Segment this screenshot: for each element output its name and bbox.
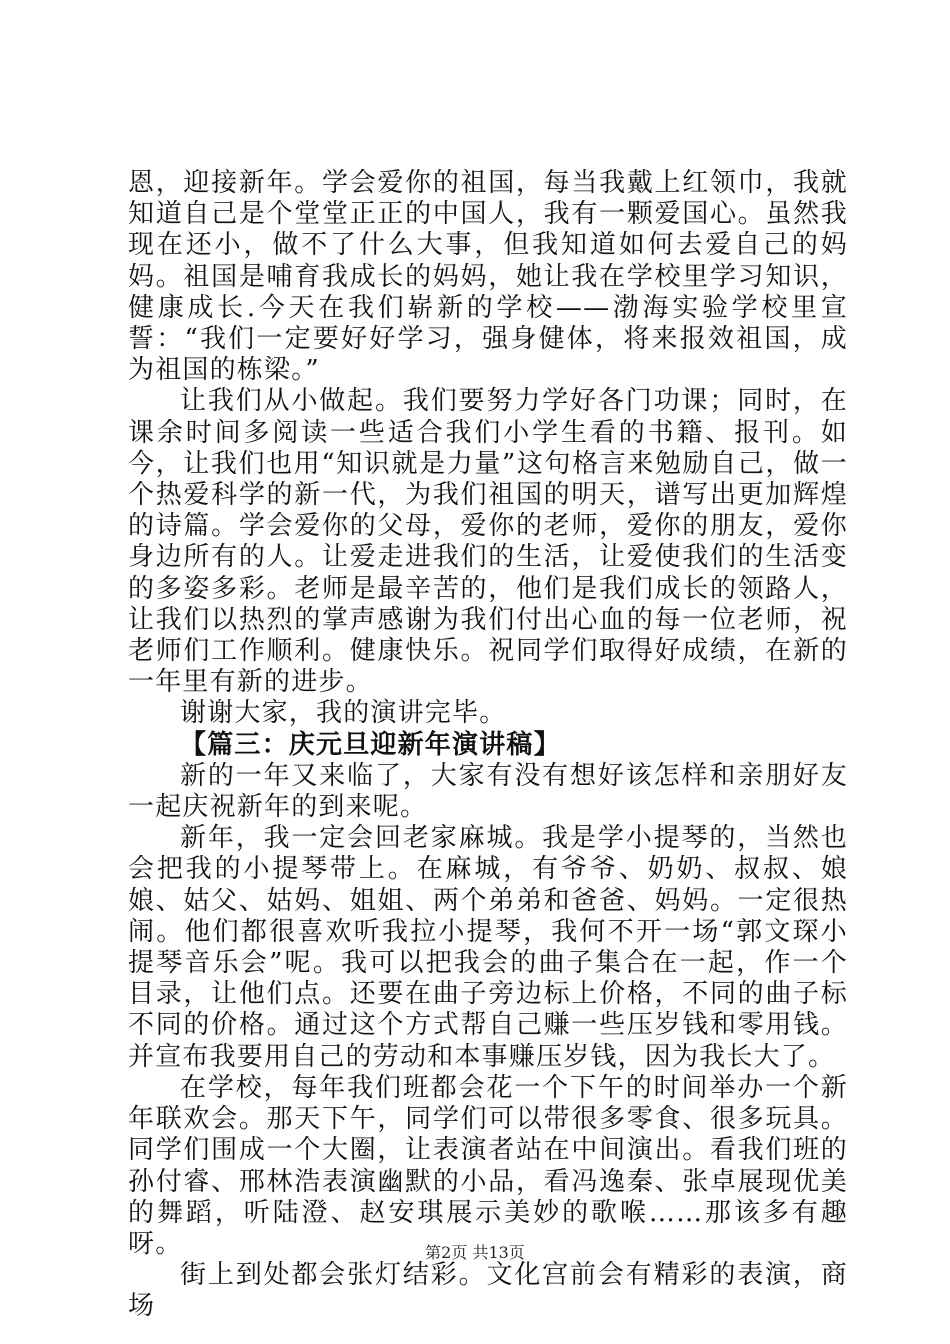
paragraph: 街上到处都会张灯结彩。文化宫前会有精彩的表演，商场 (128, 1260, 848, 1322)
paragraph-continuation: 恩，迎接新年。学会爱你的祖国，每当我戴上红领巾，我就知道自己是个堂堂正正的中国人，我有一颗爱国心。虽然我现在还小，做不了什么大事，但我知道如何去爱自己的妈妈。祖国是哺育我成长的妈妈，她让我在学校里学习知识，健康成长.今天在我们崭新的学校——渤海实验学校里宣誓：“我们一定要好好学习，强身健体，将来报效祖国，成为祖国的栋梁。” (128, 168, 848, 386)
document-body (128, 168, 848, 1323)
section-heading: 【篇三：庆元旦迎新年演讲稿】 (180, 729, 561, 760)
paragraph: 新的一年又来临了，大家有没有想好该怎样和亲朋好友一起庆祝新年的到来呢。 (128, 760, 848, 823)
paragraph: 让我们从小做起。我们要努力学好各门功课；同时，在课余时间多阅读一些适合我们小学生看的书籍、报刊。如今，让我们也用“知识就是力量”这句格言来勉励自己，做一个热爱科学的新一代，为我们祖国的明天，谱写出更加辉煌的诗篇。学会爱你的父母，爱你的老师，爱你的朋友，爱你身边所有的人。让爱走进我们的生活，让爱使我们的生活变的多姿多彩。老师是最辛苦的，他们是我们成长的领路人，让我们以热烈的掌声感谢为我们付出心血的每一位老师，祝老师们工作顺利。健康快乐。祝同学们取得好成绩，在新的一年里有新的进步。 (128, 386, 848, 698)
paragraph-closing: 谢谢大家，我的演讲完毕。 (180, 698, 507, 729)
paragraph: 在学校，每年我们班都会花一个下午的时间举办一个新年联欢会。那天下午，同学们可以带很多零食、很多玩具。同学们围成一个大圈，让表演者站在中间演出。看我们班的孙付睿、邢林浩表演幽默的小品，看冯逸秦、张卓展现优美的舞蹈，听陆澄、赵安琪展示美妙的歌喉……那该多有趣呀。 (128, 1072, 848, 1259)
paragraph: 新年，我一定会回老家麻城。我是学小提琴的，当然也会把我的小提琴带上。在麻城，有爷爷、奶奶、叔叔、娘娘、姑父、姑妈、姐姐、两个弟弟和爸爸、妈妈。一定很热闹。他们都很喜欢听我拉小提琴，我何不开一场“郭文琛小提琴音乐会”呢。我可以把我会的曲子集合在一起，作一个目录，让他们点。还要在曲子旁边标上价格，不同的曲子标不同的价格。通过这个方式帮自己赚一些压岁钱和零用钱。并宣布我要用自己的劳动和本事赚压岁钱，因为我长大了。 (128, 823, 848, 1072)
page-number-footer: 第2页 共13页 (425, 1243, 525, 1262)
